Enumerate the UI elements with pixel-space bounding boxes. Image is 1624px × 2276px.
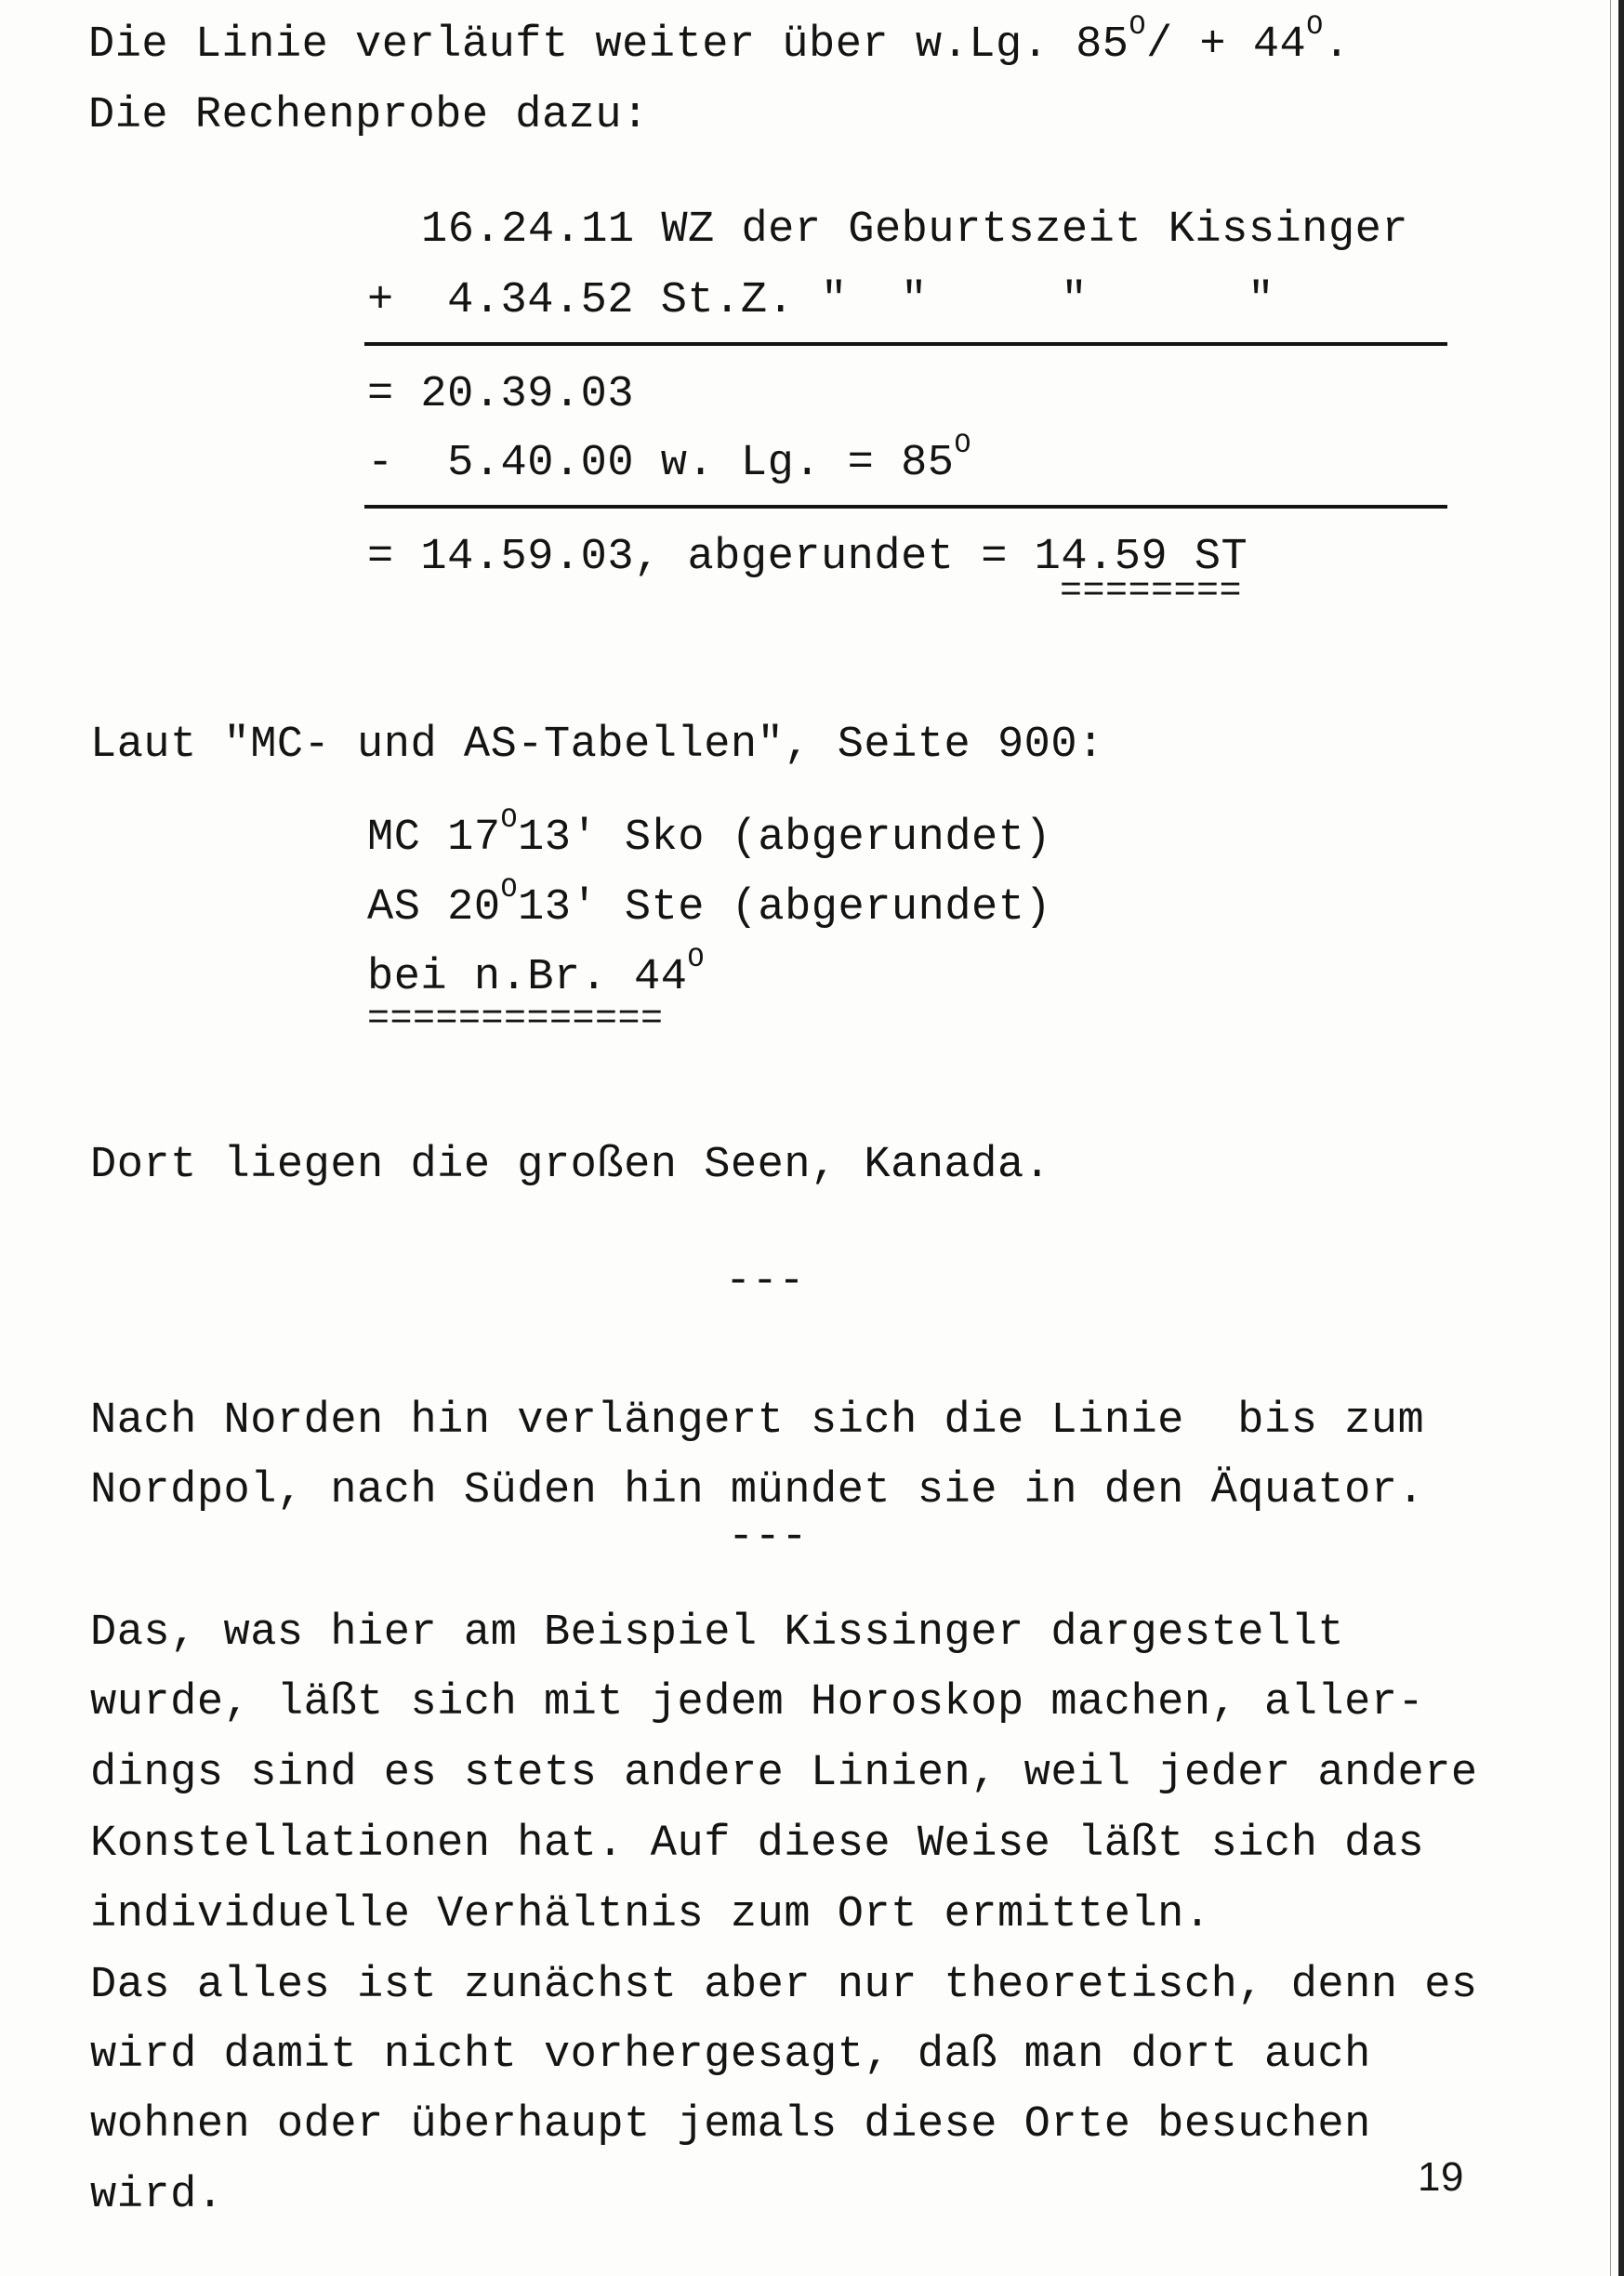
calc-row-sidereal-time: + 4.34.52 St.Z. " " " " — [367, 276, 1274, 325]
extension-line-2: Nordpol, nach Süden hin mündet sie in den Äquator. — [90, 1466, 1425, 1515]
calc-row-birth-time: 16.24.11 WZ der Geburtszeit Kissinger — [421, 205, 1409, 255]
calc-row-sum: = 20.39.03 — [367, 370, 635, 419]
latitude-double-underline: ============= — [367, 999, 664, 1040]
calc-row-longitude: - 5.40.00 w. Lg. = $85^O$ — [367, 430, 972, 488]
extension-line-1: Nach Norden hin verlängert sich die Linie bis zum — [90, 1396, 1425, 1446]
page-number: 19 — [1418, 2154, 1464, 2200]
calc-sum-rule — [364, 342, 1447, 346]
mc-value: MC $17^O13'$ Sko (abgerundet) — [367, 804, 1052, 863]
calc-result-double-underline: ======== — [1060, 571, 1243, 613]
page-edge-shadow — [1618, 0, 1624, 2276]
intro-line-2: Die Rechenprobe dazu: — [88, 91, 649, 140]
calc-row-result: = 14.59.03, abgerundet = 14.59 ST — [367, 533, 1248, 582]
location-line: Dort liegen die großen Seen, Kanada. — [90, 1141, 1051, 1190]
separator-1: --- — [725, 1257, 806, 1306]
conclusion-line: wurde, läßt sich mit jedem Horoskop machen, aller- — [90, 1678, 1425, 1727]
conclusion-line: wird damit nicht vorhergesagt, daß man dort auch — [90, 2031, 1371, 2080]
conclusion-line: Das alles ist zunächst aber nur theoretisch, denn es — [90, 1961, 1478, 2010]
latitude-value: bei n.Br. $44^O$ — [367, 944, 705, 1002]
as-value: AS $20^O13'$ Ste (abgerundet) — [367, 874, 1052, 933]
conclusion-line: dings sind es stets andere Linien, weil jeder andere — [90, 1749, 1478, 1798]
calc-result-rule — [364, 505, 1447, 509]
separator-2: --- — [728, 1513, 809, 1562]
conclusion-line: Konstellationen hat. Auf diese Weise läßt sich das — [90, 1819, 1425, 1869]
tables-source-line: Laut "MC- und AS-Tabellen", Seite 900: — [90, 721, 1104, 770]
page-edge-line — [1610, 0, 1611, 2276]
intro-line-1: Die Linie verläuft weiter über w.Lg. $85^O/ + 44^O$. — [88, 11, 1351, 70]
conclusion-line: wohnen oder überhaupt jemals diese Orte besuchen — [90, 2100, 1371, 2150]
conclusion-line: Das, was hier am Beispiel Kissinger dargestellt — [90, 1608, 1345, 1658]
conclusion-line: individuelle Verhältnis zum Ort ermitteln. — [90, 1890, 1211, 1939]
conclusion-line: wird. — [90, 2171, 224, 2220]
